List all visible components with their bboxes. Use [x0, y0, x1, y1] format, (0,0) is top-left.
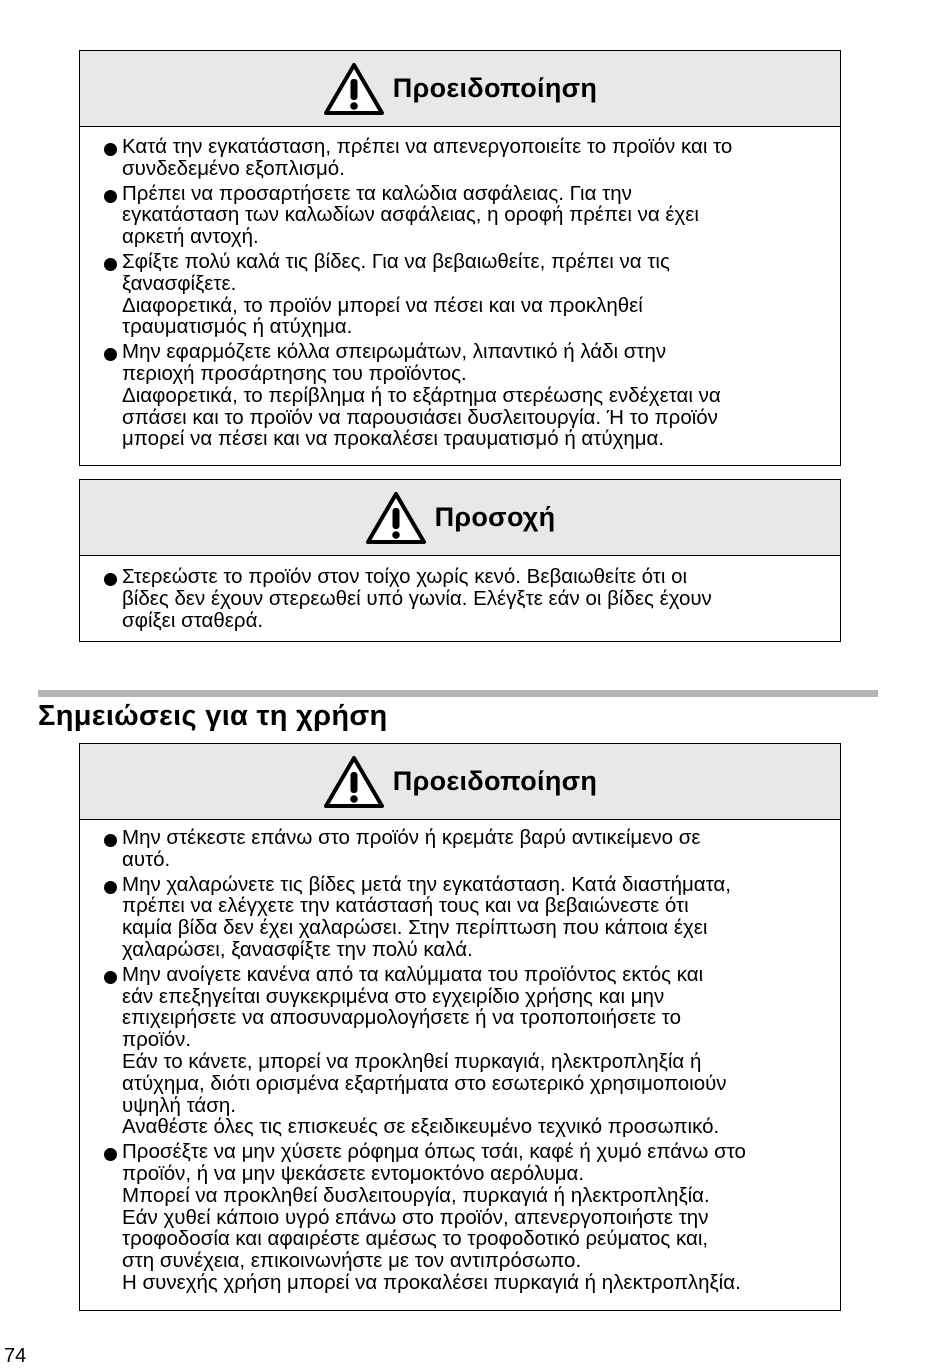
- page-number: 74: [4, 1345, 27, 1367]
- item-text-line: Αναθέστε όλες τις επισκευές σε εξειδικευμένο τεχνικό προσωπικό.: [122, 1115, 720, 1139]
- warning-item-list: [104, 136, 826, 450]
- item-text-line: ατύχημα, διότι ορισμένα εξαρτήματα στο εσωτερικό χρησιμοποιούν: [122, 1071, 727, 1095]
- item-text-line: Πρέπει να προσαρτήσετε τα καλώδια ασφάλειας. Για την: [122, 181, 632, 205]
- item-text-line: Σφίξτε πολύ καλά τις βίδες. Για να βεβαιωθείτε, πρέπει να τις: [122, 249, 670, 273]
- list-item: [104, 251, 826, 338]
- list-item: [104, 1141, 826, 1294]
- list-item: [104, 874, 826, 961]
- list-item: [104, 341, 826, 450]
- list-item: [104, 136, 826, 180]
- item-text-line: σπάσει και το προϊόν να παρουσιάσει δυσλειτουργία. Ή το προϊόν: [122, 405, 718, 429]
- item-text-line: επιχειρήσετε να αποσυναρμολογήσετε ή να τροποποιήσετε το: [122, 1006, 682, 1030]
- caution-box-title: Προσοχή: [434, 502, 556, 532]
- section-divider: [38, 690, 878, 697]
- caution-triangle-icon: [365, 491, 427, 545]
- item-text-line: Εάν χυθεί κάποιο υγρό επάνω στο προϊόν, απενεργοποιήστε την: [122, 1205, 709, 1229]
- warning-box-title: Προειδοποίηση: [392, 766, 598, 796]
- item-text-line: συνδεδεμένο εξοπλισμό.: [122, 156, 345, 180]
- item-text-line: Εάν το κάνετε, μπορεί να προκληθεί πυρκαγιά, ηλεκτροπληξία ή: [122, 1049, 702, 1073]
- item-text-line: βίδες δεν έχουν στερεωθεί υπό γωνία. Ελέγξτε εάν οι βίδες έχουν: [122, 586, 712, 610]
- warning-box-title: Προειδοποίηση: [392, 73, 598, 103]
- list-item: [104, 183, 826, 248]
- item-text-line: Μην χαλαρώνετε τις βίδες μετά την εγκατάσταση. Κατά διαστήματα,: [122, 872, 731, 896]
- item-text-line: τραυματισμός ή ατύχημα.: [122, 315, 353, 339]
- item-text-line: αυτό.: [122, 847, 171, 871]
- caution-item-list: [104, 566, 826, 631]
- item-text-line: πρέπει να ελέγχετε την κατάστασή τους και να βεβαιώνεστε ότι: [122, 894, 689, 918]
- item-text-line: σφίξει σταθερά.: [122, 608, 264, 632]
- caution-box: [79, 479, 841, 642]
- item-text-line: Μην εφαρμόζετε κόλλα σπειρωμάτων, λιπαντικό ή λάδι στην: [122, 340, 667, 364]
- section-title: Σημειώσεις για τη χρήση: [38, 700, 388, 732]
- item-text-line: τροφοδοσία και αφαιρέστε αμέσως το τροφοδοτικό ρεύματος και,: [122, 1227, 709, 1251]
- item-text-line: περιοχή προσάρτησης του προϊόντος.: [122, 361, 467, 385]
- item-text-line: Μην στέκεστε επάνω στο προϊόν ή κρεμάτε βαρύ αντικείμενο σε: [122, 826, 701, 849]
- list-item: [104, 964, 826, 1138]
- item-text-line: Η συνεχής χρήση μπορεί να προκαλέσει πυρκαγιά ή ηλεκτροπληξία.: [122, 1270, 741, 1294]
- item-text-line: μπορεί να πέσει και να προκαλέσει τραυματισμό ή ατύχημα.: [122, 427, 665, 451]
- warning-box-installation: [79, 50, 841, 466]
- caution-box-body: [80, 556, 840, 644]
- warning-item-list: [104, 827, 826, 1294]
- item-text-line: αρκετή αντοχή.: [122, 225, 259, 249]
- item-text-line: καμία βίδα δεν έχει χαλαρώσει. Στην περίπτωση που κάποια έχει: [122, 916, 708, 940]
- item-text-line: ξανασφίξετε.: [122, 271, 237, 295]
- item-text-line: προϊόν.: [122, 1028, 192, 1052]
- item-text-line: εάν επεξηγείται συγκεκριμένα στο εγχειρίδιο χρήσης και μην: [122, 984, 665, 1008]
- item-text-line: Μπορεί να προκληθεί δυσλειτουργία, πυρκαγιά ή ηλεκτροπληξία.: [122, 1183, 710, 1207]
- warning-box-header: [80, 744, 840, 820]
- warning-box-header: [80, 51, 840, 127]
- item-text-line: Στερεώστε το προϊόν στον τοίχο χωρίς κενό. Βεβαιωθείτε ότι οι: [122, 565, 688, 588]
- warning-triangle-icon: [323, 62, 385, 116]
- item-text-line: προϊόν, ή να μην ψεκάσετε εντομοκτόνο αερόλυμα.: [122, 1161, 585, 1185]
- item-text-line: Διαφορετικά, το περίβλημα ή το εξάρτημα στερέωσης ενδέχεται να: [122, 383, 721, 407]
- item-text-line: Κατά την εγκατάσταση, πρέπει να απενεργοποιείτε το προϊόν και το: [122, 135, 733, 158]
- caution-box-header: [80, 480, 840, 556]
- list-item: [104, 827, 826, 871]
- warning-box-usage: [79, 743, 841, 1311]
- list-item: [104, 566, 826, 631]
- item-text-line: Διαφορετικά, το προϊόν μπορεί να πέσει και να προκληθεί: [122, 293, 643, 317]
- item-text-line: χαλαρώσει, ξανασφίξτε την πολύ καλά.: [122, 937, 473, 961]
- warning-box-body: [80, 127, 840, 463]
- item-text-line: Μην ανοίγετε κανένα από τα καλύμματα του προϊόντος εκτός και: [122, 962, 704, 986]
- warning-box-body: [80, 820, 840, 1307]
- item-text-line: υψηλή τάση.: [122, 1093, 236, 1117]
- item-text-line: Προσέξτε να μην χύσετε ρόφημα όπως τσάι, καφέ ή χυμό επάνω στο: [122, 1140, 746, 1164]
- warning-triangle-icon: [323, 755, 385, 809]
- item-text-line: στη συνέχεια, επικοινωνήστε με τον αντιπρόσωπο.: [122, 1249, 582, 1273]
- item-text-line: εγκατάσταση των καλωδίων ασφάλειας, η οροφή πρέπει να έχει: [122, 203, 699, 227]
